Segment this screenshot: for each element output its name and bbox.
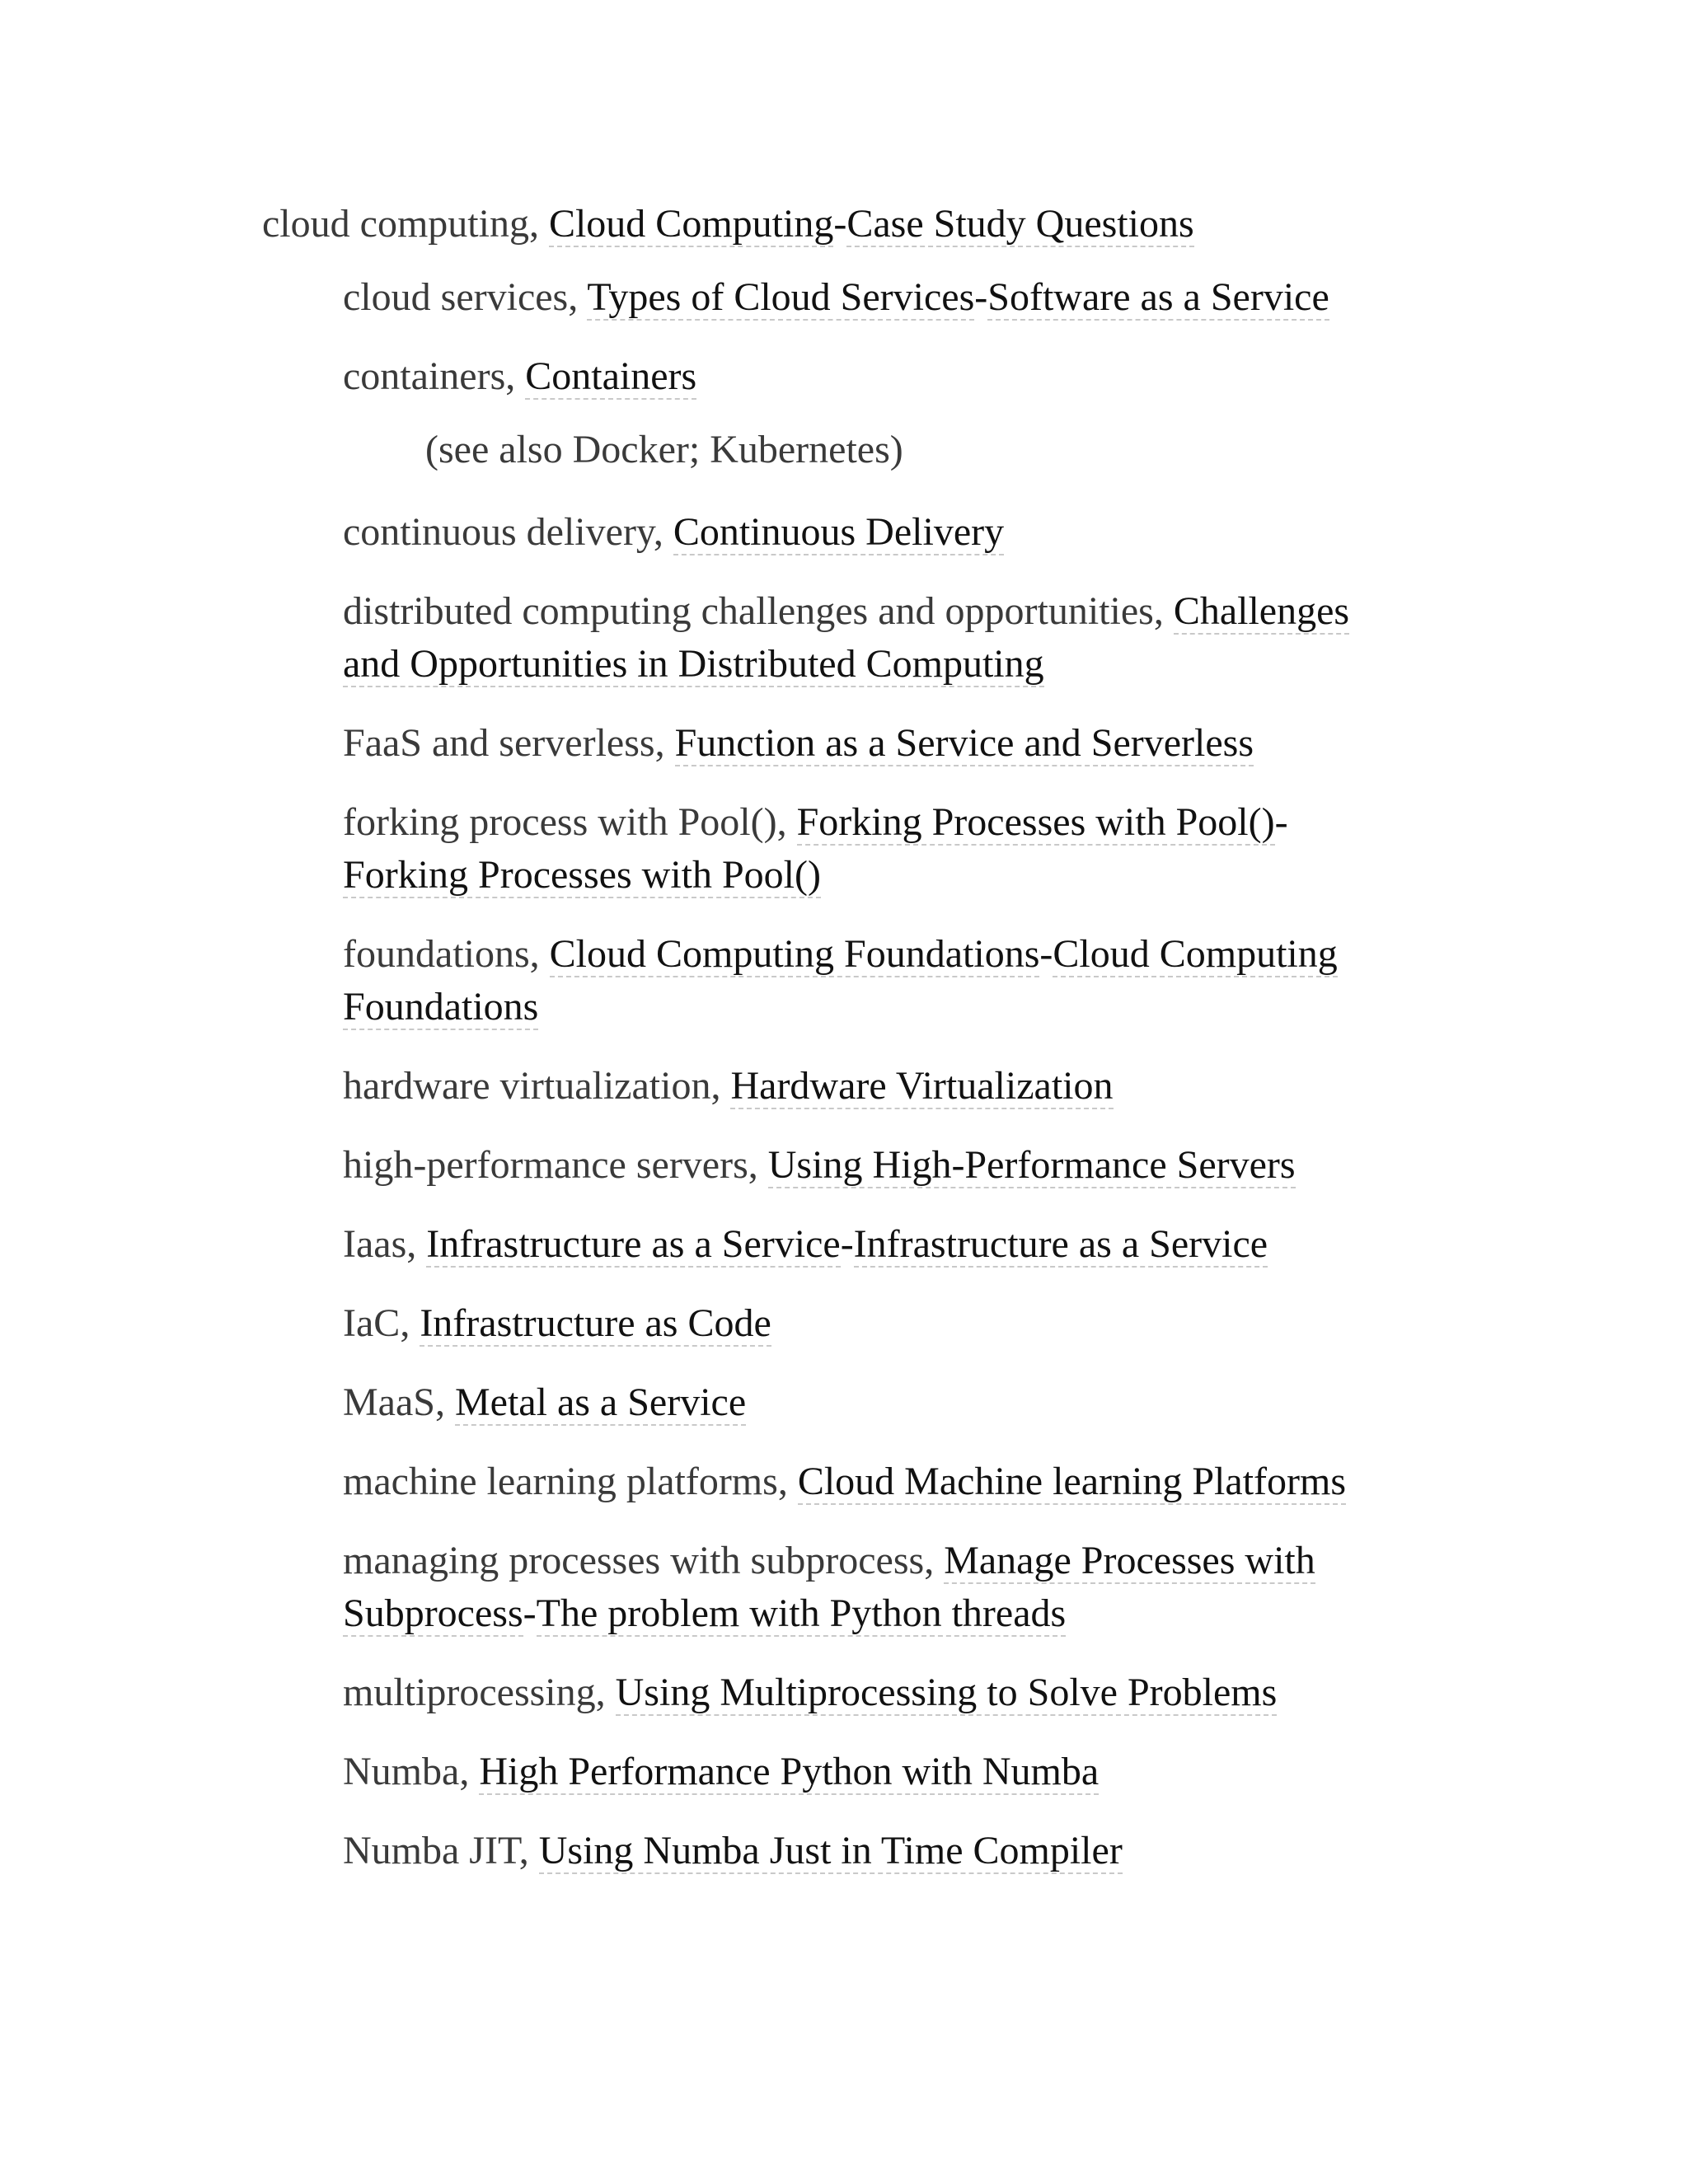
index-term: managing processes with subprocess <box>343 1539 925 1582</box>
index-entry-foundations <box>343 928 1406 1033</box>
index-term: cloud computing <box>262 202 529 246</box>
comma-separator: , <box>518 1829 539 1872</box>
comma-separator: , <box>748 1143 768 1187</box>
index-link[interactable]: Software as a Service <box>987 275 1329 319</box>
index-link[interactable]: Infrastructure as a Service <box>426 1222 841 1266</box>
index-entry-iaas <box>343 1218 1406 1271</box>
index-entry-multiprocessing <box>343 1666 1406 1719</box>
index-link[interactable]: Cloud Computing <box>548 202 834 246</box>
index-term: Numba <box>343 1750 460 1793</box>
index-link[interactable]: Using Multiprocessing to Solve Problems <box>615 1671 1278 1714</box>
index-link[interactable]: Continuous Delivery <box>673 510 1005 554</box>
index-entry-containers <box>343 350 1406 403</box>
index-term: IaC <box>343 1301 401 1345</box>
index-link[interactable]: Manage Processes with Subprocess <box>343 1539 1315 1635</box>
index-link[interactable]: High Performance Python with Numba <box>479 1750 1100 1793</box>
index-link[interactable]: Infrastructure as Code <box>420 1301 771 1345</box>
index-term: machine learning platforms <box>343 1460 778 1503</box>
comma-separator: , <box>710 1064 731 1108</box>
comma-separator: , <box>776 800 797 844</box>
index-link[interactable]: Using High-Performance Servers <box>767 1143 1296 1187</box>
index-entry-high-performance-servers <box>343 1139 1406 1192</box>
index-term: cloud services <box>343 275 569 319</box>
index-term: high-performance servers <box>343 1143 748 1187</box>
index-entry-managing-processes <box>343 1535 1406 1640</box>
index-link[interactable]: Case Study Questions <box>846 202 1194 246</box>
comma-separator: , <box>924 1539 945 1582</box>
index-entry-continuous-delivery <box>343 506 1406 559</box>
index-entry-numba <box>343 1746 1406 1798</box>
index-term: foundations <box>343 932 530 976</box>
index-entry-ml-platforms <box>343 1455 1406 1508</box>
index-link[interactable]: The problem with Python threads <box>536 1591 1067 1635</box>
index-link[interactable]: Function as a Service and Serverless <box>674 721 1254 765</box>
index-link[interactable]: Types of Cloud Services <box>587 275 975 319</box>
index-link[interactable]: Metal as a Service <box>454 1380 747 1424</box>
dash-separator: - <box>523 1591 537 1635</box>
comma-separator: , <box>654 721 675 765</box>
index-entry-hardware-virtualization <box>343 1060 1406 1113</box>
dash-separator: - <box>1274 800 1288 844</box>
index-term: Numba JIT <box>343 1829 519 1872</box>
comma-separator: , <box>529 932 550 976</box>
index-link[interactable]: Cloud Machine learning Platforms <box>797 1460 1347 1503</box>
comma-separator: , <box>777 1460 798 1503</box>
dash-separator: - <box>833 202 847 246</box>
comma-separator: , <box>505 354 526 398</box>
comma-separator: , <box>595 1671 616 1714</box>
index-entry-maas <box>343 1376 1406 1429</box>
index-link[interactable]: Forking Processes with Pool() <box>343 853 821 897</box>
comma-separator: , <box>1153 589 1174 633</box>
comma-separator: , <box>459 1750 480 1793</box>
index-term: FaaS and serverless <box>343 721 655 765</box>
index-entry-iac <box>343 1297 1406 1350</box>
see-also-text: (see also Docker; Kubernetes) <box>425 428 903 471</box>
index-term: MaaS <box>343 1380 435 1424</box>
index-entry-numba-jit <box>343 1825 1406 1877</box>
index-link[interactable]: Cloud Computing Foundations <box>343 932 1338 1029</box>
dash-separator: - <box>1039 932 1053 976</box>
index-term: continuous delivery <box>343 510 654 554</box>
index-link[interactable]: Hardware Virtualization <box>730 1064 1114 1108</box>
comma-separator: , <box>653 510 673 554</box>
comma-separator: , <box>434 1380 455 1424</box>
index-entry-faas <box>343 717 1406 770</box>
index-entry-cloud-services <box>343 271 1406 324</box>
index-term: distributed computing challenges and opportunities <box>343 589 1154 633</box>
index-term: hardware virtualization <box>343 1064 711 1108</box>
index-entry-distributed-computing <box>343 585 1406 691</box>
index-term: containers <box>343 354 506 398</box>
index-link[interactable]: Infrastructure as a Service <box>853 1222 1268 1266</box>
index-term: forking process with Pool() <box>343 800 777 844</box>
comma-separator: , <box>568 275 588 319</box>
comma-separator: , <box>406 1222 427 1266</box>
index-entry-forking-process <box>343 796 1406 902</box>
index-term: multiprocessing <box>343 1671 596 1714</box>
comma-separator: , <box>528 202 549 246</box>
index-link[interactable]: Cloud Computing Foundations <box>549 932 1040 976</box>
index-link[interactable]: Forking Processes with Pool() <box>796 800 1275 844</box>
comma-separator: , <box>400 1301 420 1345</box>
index-term: Iaas <box>343 1222 407 1266</box>
index-link[interactable]: Using Numba Just in Time Compiler <box>538 1829 1123 1872</box>
dash-separator: - <box>974 275 988 319</box>
dash-separator: - <box>840 1222 854 1266</box>
index-see-also <box>425 424 903 476</box>
index-link[interactable]: Challenges and Opportunities in Distributed Computing <box>343 589 1350 686</box>
index-link[interactable]: Containers <box>525 354 697 398</box>
index-entry-cloud-computing <box>262 198 1194 251</box>
